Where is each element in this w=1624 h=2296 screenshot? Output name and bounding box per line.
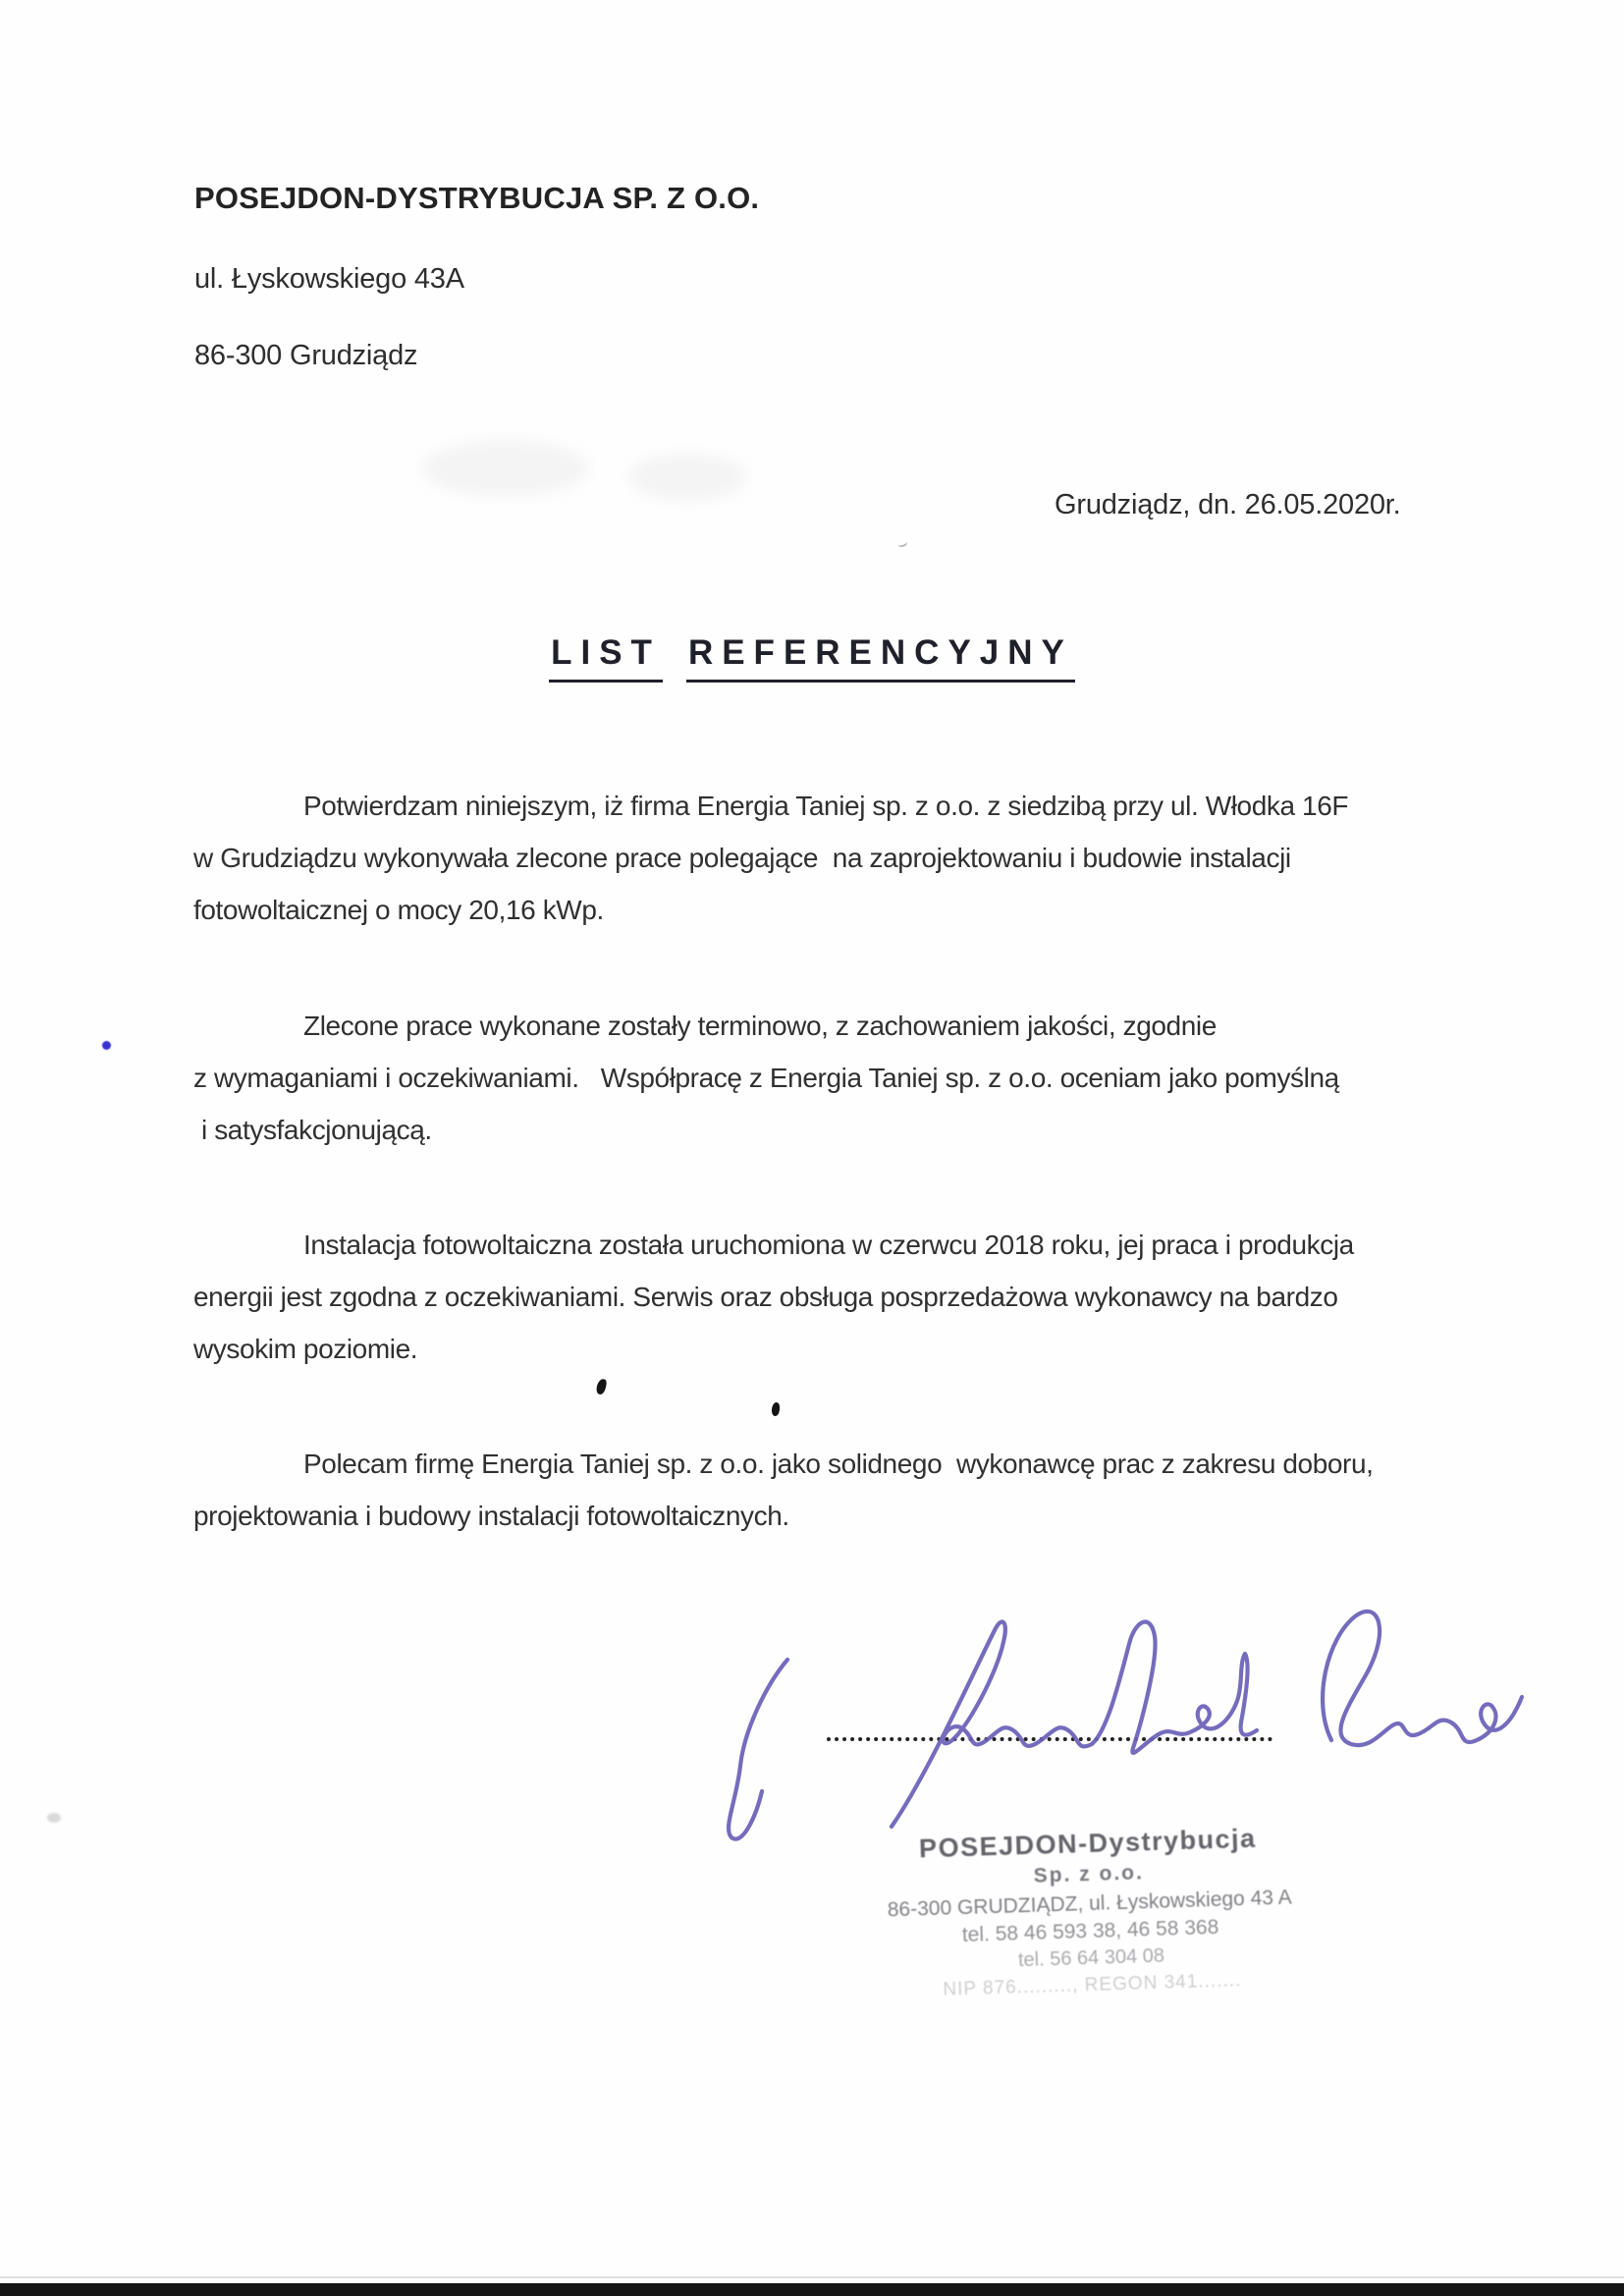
paragraph-1-line-3: fotowoltaicznej o mocy 20,16 kWp. — [193, 895, 604, 925]
paragraph-1 — [193, 780, 1499, 936]
document-title — [0, 633, 1624, 683]
paragraph-1-line-2: w Grudziądzu wykonywała zlecone prace polegające na zaprojektowaniu i budowie instalacji — [193, 843, 1291, 873]
paragraph-2-line-1: Zlecone prace wykonane zostały terminowo, z zachowaniem jakości, zgodnie — [303, 1011, 1217, 1041]
stamp-phone-2: tel. 56 64 304 08 — [1017, 1944, 1165, 1972]
scan-smudge — [47, 1813, 61, 1823]
paragraph-2-line-2: z wymaganiami i oczekiwaniami. Współpracę z Energia Taniej sp. z o.o. oceniam jako pomyślną — [193, 1063, 1339, 1093]
paragraph-2 — [193, 1000, 1499, 1156]
sender-city: 86-300 Grudziądz — [194, 340, 418, 371]
paragraph-3 — [193, 1219, 1499, 1375]
signature-stroke-flourish — [729, 1660, 787, 1839]
scan-smudge — [422, 440, 589, 497]
paragraph-2-line-3: i satysfakcjonującą. — [201, 1115, 432, 1145]
stamp-company-name: POSEJDON-Dystrybucja — [918, 1823, 1257, 1864]
scan-mark — [896, 538, 908, 549]
stamp-address: 86-300 GRUDZIĄDZ, ul. Łyskowskiego 43 A — [887, 1886, 1292, 1922]
signature-stroke-second-word — [1323, 1612, 1522, 1745]
paragraph-1-line-1: Potwierdzam niniejszym, iż firma Energia Taniej sp. z o.o. z siedzibą przy ul. Włodka 16F — [303, 791, 1349, 821]
handwritten-signature — [703, 1583, 1528, 1858]
scan-speck — [595, 1378, 608, 1395]
title-word-2: REFERENCYJNY — [686, 633, 1075, 683]
paragraph-4-line-1: Polecam firmę Energia Taniej sp. z o.o. jako solidnego wykonawcę prac z zakresu doboru, — [303, 1449, 1374, 1479]
stamp-nip-regon: NIP 876........., REGON 341....... — [943, 1970, 1242, 2000]
paragraph-4 — [193, 1438, 1499, 1542]
title-word-1: LIST — [549, 633, 663, 683]
scan-speck — [771, 1402, 780, 1417]
dateline: Grudziądz, dn. 26.05.2020r. — [1055, 489, 1401, 520]
scan-smudge — [628, 454, 746, 501]
paragraph-3-line-2: energii jest zgodna z oczekiwaniami. Serwis oraz obsługa posprzedażowa wykonawcy na bardzo — [193, 1282, 1338, 1312]
paragraph-3-line-3: wysokim poziomie. — [193, 1334, 418, 1364]
paragraph-4-line-2: projektowania i budowy instalacji fotowoltaicznych. — [193, 1501, 789, 1531]
scan-edge-shadow — [0, 2276, 1624, 2278]
blue-ink-dot — [102, 1041, 111, 1050]
sender-company-name: POSEJDON-DYSTRYBUCJA SP. Z O.O. — [194, 181, 760, 215]
paragraph-3-line-1: Instalacja fotowoltaiczna została uruchomiona w czerwcu 2018 roku, jej praca i produkcja — [303, 1230, 1354, 1260]
sender-street: ul. Łyskowskiego 43A — [194, 263, 464, 295]
stamp-company-form: Sp. z o.o. — [1033, 1861, 1145, 1887]
scan-bottom-edge — [0, 2283, 1624, 2296]
stamp-phone-1: tel. 58 46 593 38, 46 58 368 — [961, 1915, 1219, 1947]
signature-stroke-first-word — [892, 1621, 1257, 1827]
company-stamp — [871, 1822, 1308, 2003]
